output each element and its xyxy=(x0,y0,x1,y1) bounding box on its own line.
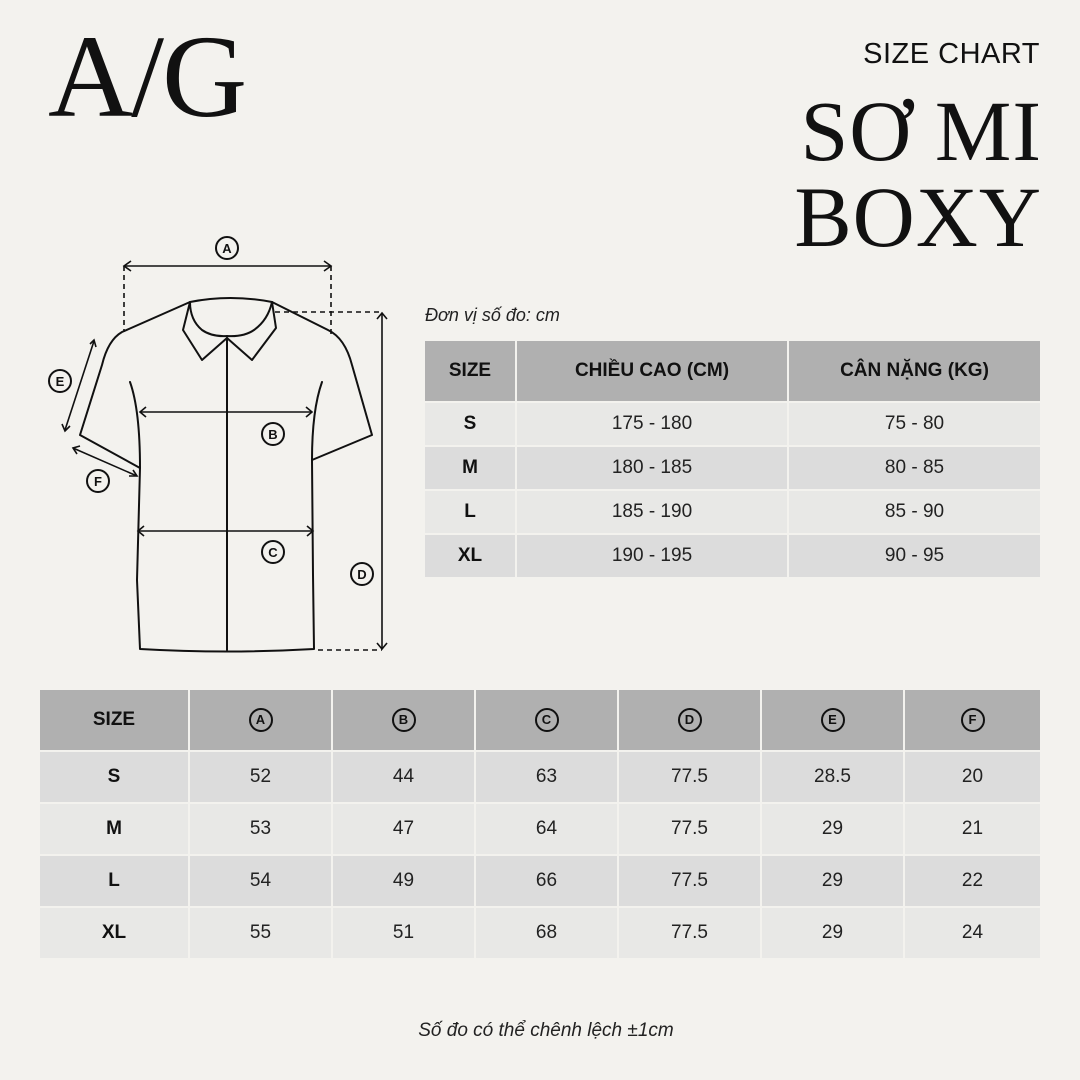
table-row xyxy=(40,752,1040,802)
table-row xyxy=(425,403,1040,445)
table-row xyxy=(425,535,1040,577)
header-height: CHIỀU CAO (CM) xyxy=(517,341,787,401)
header-e xyxy=(762,690,903,750)
unit-note: Đơn vị số đo: cm xyxy=(425,305,560,325)
marker-e-badge: E xyxy=(821,708,845,732)
cell-b: 47 xyxy=(333,804,474,854)
footer-note: Số đo có thể chênh lệch ±1cm xyxy=(418,1020,674,1041)
body-size-table xyxy=(423,339,1042,579)
cell-a: 55 xyxy=(190,908,331,958)
marker-b: B xyxy=(268,427,278,442)
cell-f: 20 xyxy=(905,752,1040,802)
table-row xyxy=(40,804,1040,854)
cell-size: S xyxy=(425,403,515,445)
marker-d: D xyxy=(357,567,367,582)
brand-logo: A/G xyxy=(48,11,246,142)
header-size: SIZE xyxy=(40,690,188,750)
cell-size: S xyxy=(40,752,188,802)
marker-d-badge: D xyxy=(678,708,702,732)
cell-size: L xyxy=(425,491,515,533)
shirt-measurement-diagram xyxy=(40,230,410,660)
cell-e: 29 xyxy=(762,804,903,854)
cell-c: 64 xyxy=(476,804,617,854)
measurement-table xyxy=(38,688,1042,960)
cell-c: 63 xyxy=(476,752,617,802)
collar-icon xyxy=(190,298,272,336)
marker-f-badge: F xyxy=(961,708,985,732)
cell-b: 51 xyxy=(333,908,474,958)
header-d xyxy=(619,690,760,750)
marker-c: C xyxy=(268,545,278,560)
header-weight: CÂN NẶNG (KG) xyxy=(789,341,1040,401)
cell-a: 53 xyxy=(190,804,331,854)
cell-weight: 75 - 80 xyxy=(789,403,1040,445)
cell-height: 175 - 180 xyxy=(517,403,787,445)
cell-d: 77.5 xyxy=(619,752,760,802)
marker-f: F xyxy=(94,474,102,489)
cell-f: 21 xyxy=(905,804,1040,854)
marker-a-badge: A xyxy=(249,708,273,732)
size-chart-label: SIZE CHART xyxy=(863,38,1040,70)
table-header-row xyxy=(425,341,1040,401)
cell-size: M xyxy=(425,447,515,489)
header-a xyxy=(190,690,331,750)
cell-f: 22 xyxy=(905,856,1040,906)
cell-size: L xyxy=(40,856,188,906)
product-title xyxy=(794,83,1042,265)
cell-f: 24 xyxy=(905,908,1040,958)
cell-d: 77.5 xyxy=(619,856,760,906)
header-f xyxy=(905,690,1040,750)
header-c xyxy=(476,690,617,750)
cell-height: 180 - 185 xyxy=(517,447,787,489)
cell-size: XL xyxy=(425,535,515,577)
product-title-line-1: SƠ MI xyxy=(800,83,1042,179)
header-size: SIZE xyxy=(425,341,515,401)
cell-a: 52 xyxy=(190,752,331,802)
marker-b-badge: B xyxy=(392,708,416,732)
marker-c-badge: C xyxy=(535,708,559,732)
cell-c: 66 xyxy=(476,856,617,906)
table-row xyxy=(40,856,1040,906)
marker-a: A xyxy=(222,241,232,256)
cell-height: 190 - 195 xyxy=(517,535,787,577)
cell-c: 68 xyxy=(476,908,617,958)
cell-b: 49 xyxy=(333,856,474,906)
cell-b: 44 xyxy=(333,752,474,802)
product-title-line-2: BOXY xyxy=(794,169,1042,265)
table-header-row xyxy=(40,690,1040,750)
table-row xyxy=(40,908,1040,958)
cell-weight: 90 - 95 xyxy=(789,535,1040,577)
cell-weight: 80 - 85 xyxy=(789,447,1040,489)
cell-size: M xyxy=(40,804,188,854)
cell-e: 29 xyxy=(762,908,903,958)
cell-height: 185 - 190 xyxy=(517,491,787,533)
cell-a: 54 xyxy=(190,856,331,906)
cell-d: 77.5 xyxy=(619,804,760,854)
table-row xyxy=(425,491,1040,533)
cell-d: 77.5 xyxy=(619,908,760,958)
cell-weight: 85 - 90 xyxy=(789,491,1040,533)
table-row xyxy=(425,447,1040,489)
cell-e: 28.5 xyxy=(762,752,903,802)
marker-e: E xyxy=(55,374,65,389)
header-b xyxy=(333,690,474,750)
cell-e: 29 xyxy=(762,856,903,906)
cell-size: XL xyxy=(40,908,188,958)
